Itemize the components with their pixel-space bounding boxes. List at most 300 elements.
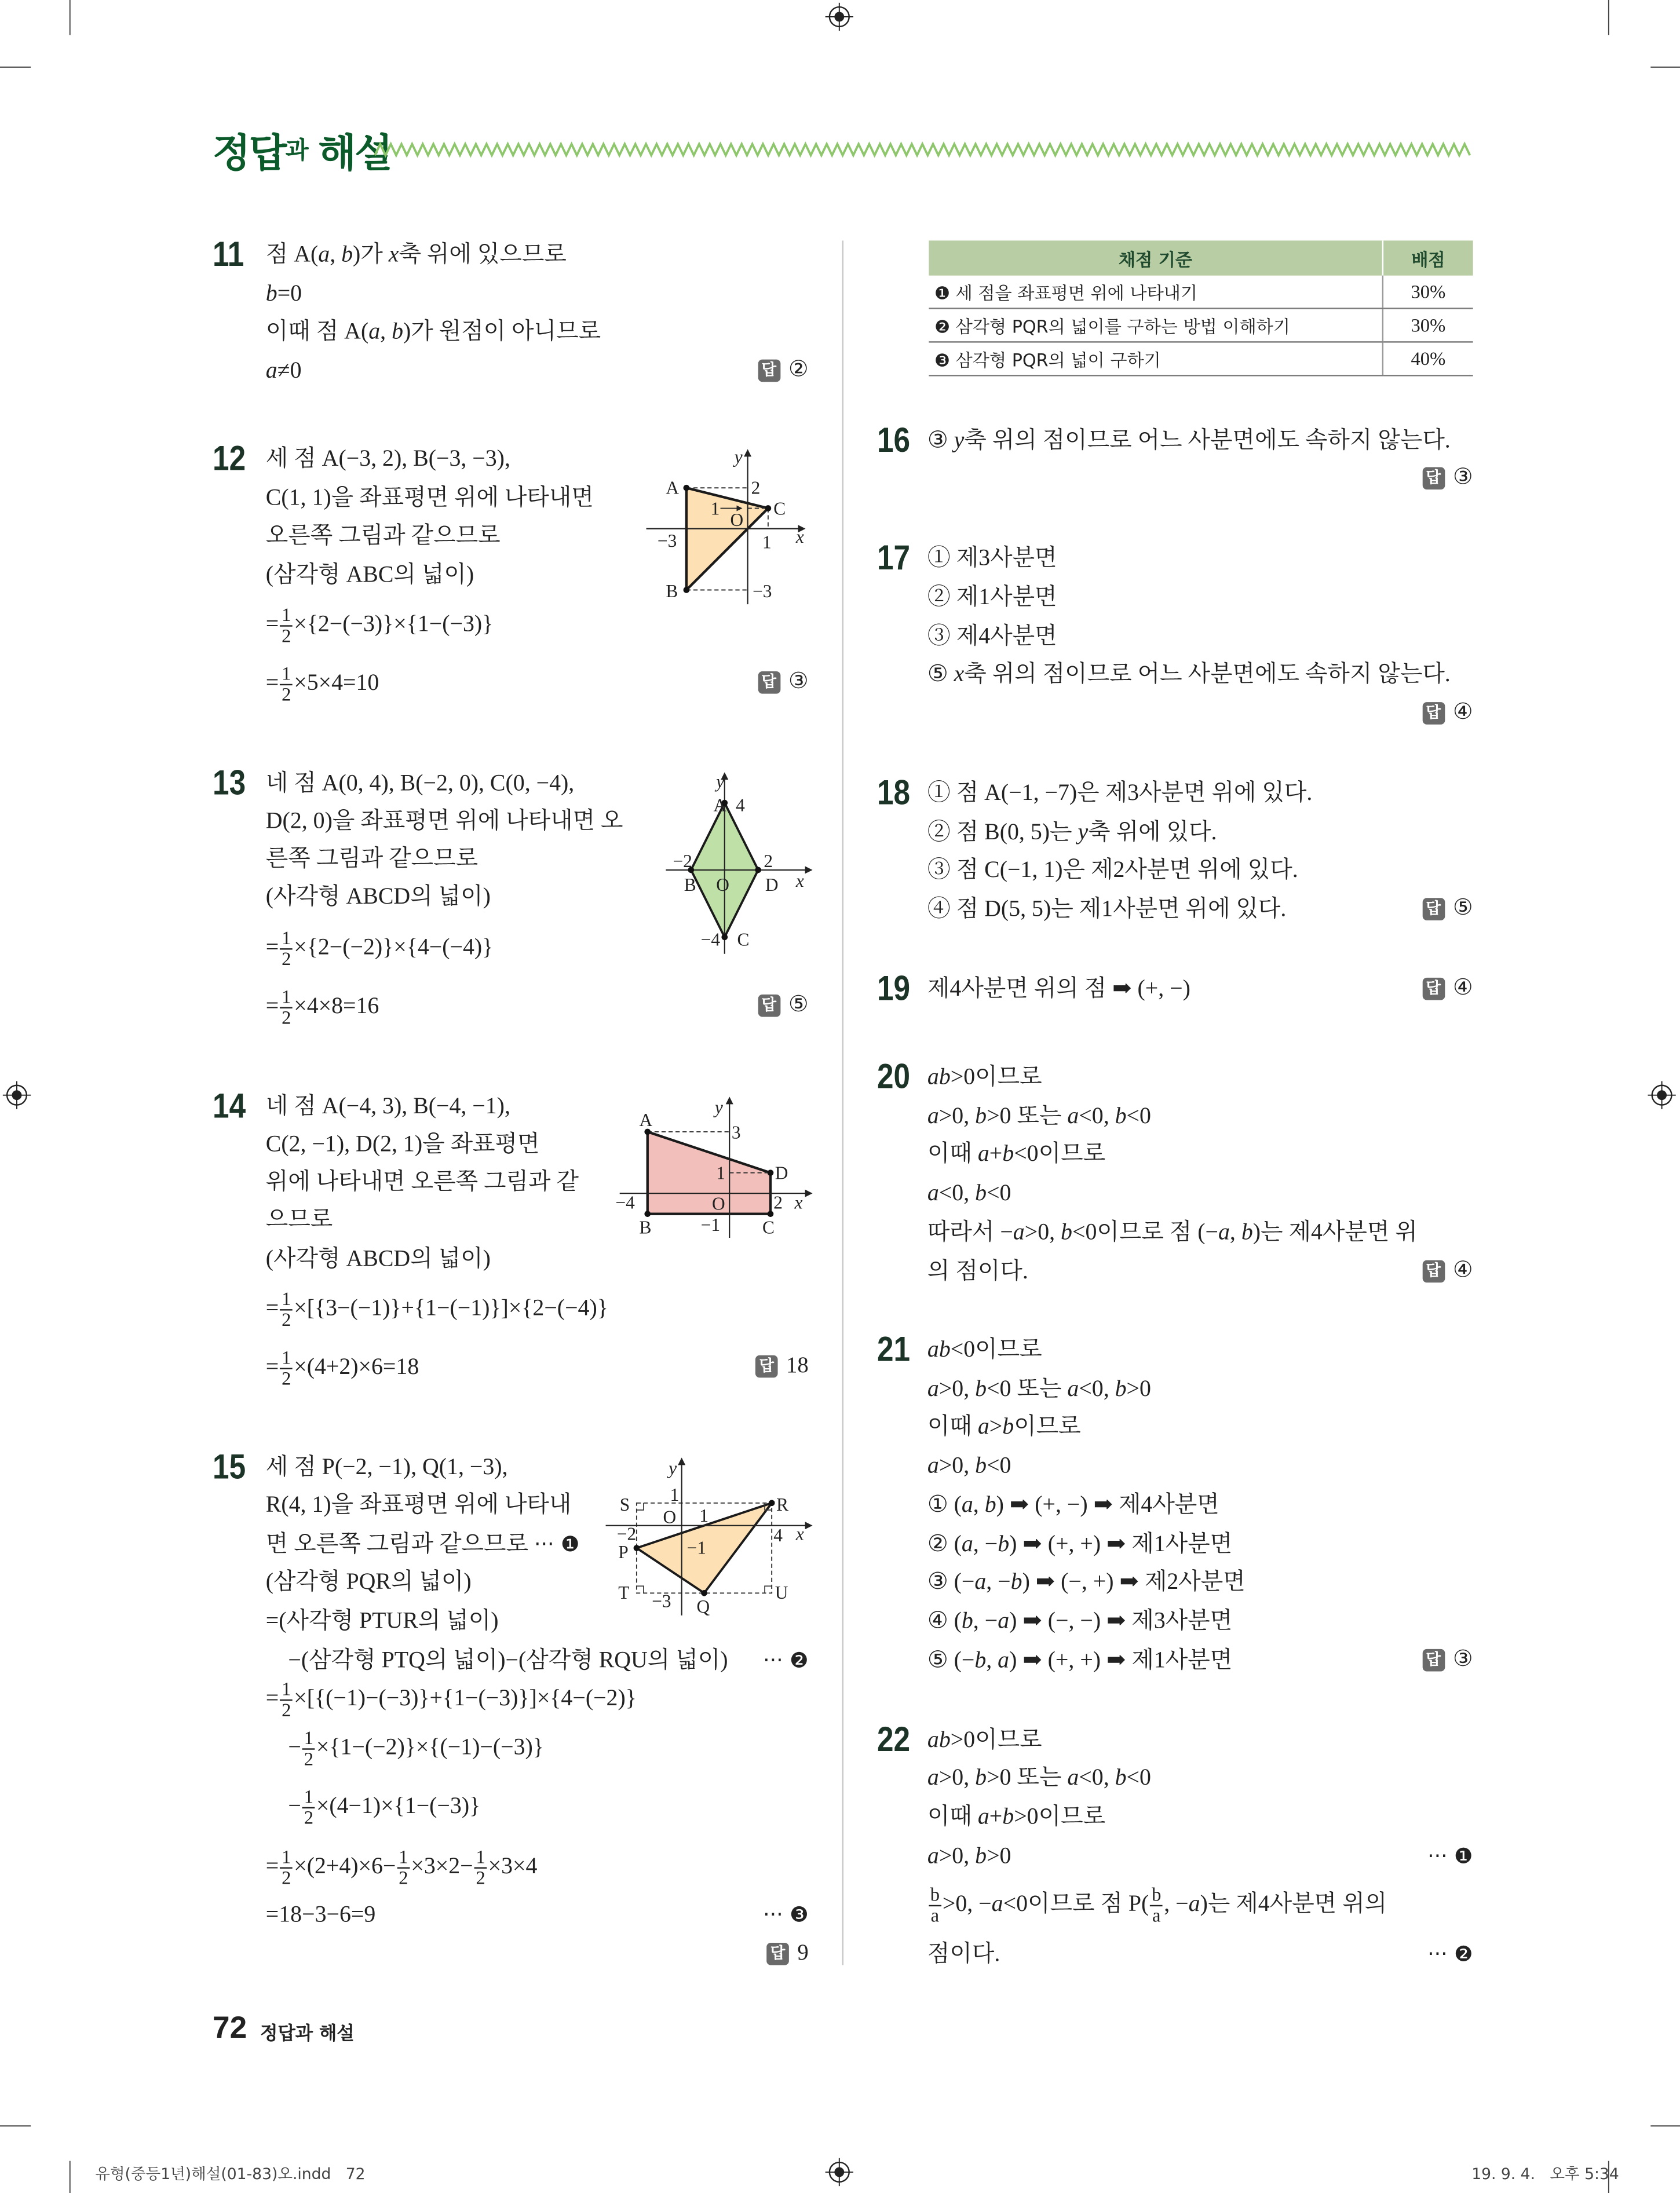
math-variable: a [265, 356, 277, 383]
answer-value: ④ [1452, 976, 1473, 1000]
text-segment: ① 제3사분면 [927, 544, 1057, 571]
text-segment: + [989, 1139, 1003, 1167]
point-label-b: B [666, 581, 678, 602]
text-segment: = [265, 933, 279, 960]
math-variable: b [1002, 1139, 1014, 1167]
text-segment: )가 [353, 240, 389, 268]
text-segment: −(삼각형 PTQ의 넓이)−(삼각형 RQU의 넓이) [288, 1646, 728, 1673]
tick-label: −3 [753, 581, 772, 602]
fraction-denominator: 2 [282, 1368, 291, 1389]
text-segment: , − [1164, 1889, 1189, 1917]
math-variable: b [392, 317, 403, 345]
fraction-numerator: b [1151, 1885, 1163, 1906]
title-part: 과 [285, 137, 308, 165]
fraction-numerator: 1 [280, 929, 293, 949]
problem-number: 20 [876, 1057, 911, 1097]
text-segment: , [1229, 1218, 1241, 1245]
text-segment: <0, [1079, 1375, 1115, 1402]
tick-label: −1 [686, 1537, 706, 1558]
origin-label: O [663, 1507, 677, 1527]
step-marker: ··· ❷ [763, 1647, 809, 1673]
text-segment: , − [973, 1530, 998, 1557]
tick-label: −1 [700, 1214, 721, 1235]
point-label-a: A [713, 795, 727, 816]
axis-label-y: y [669, 1458, 677, 1479]
text-segment: ② 제1사분면 [927, 583, 1057, 610]
math-variable: b [975, 1452, 987, 1479]
text-segment: <0 [1126, 1763, 1151, 1790]
math-variable: a [1067, 1763, 1079, 1790]
math-variable: a [1013, 1218, 1025, 1245]
axis-label-x: x [795, 870, 804, 891]
text-segment: ③ (− [927, 1567, 975, 1595]
answer-label-icon: 답 [755, 1356, 778, 1379]
criteria-score: 30% [1383, 308, 1473, 342]
math-variable: b [265, 279, 277, 306]
math-variable: a [977, 1139, 989, 1167]
origin-label: O [730, 509, 744, 530]
fraction-numerator: 1 [280, 1848, 293, 1869]
answer-value: ③ [1452, 466, 1473, 490]
text-segment: ⑤ (− [927, 1646, 975, 1673]
text-segment: )가 원점이 아니므로 [403, 317, 601, 345]
math-variable: a [1218, 1218, 1230, 1245]
point-label-a: A [666, 477, 680, 498]
answer-label-icon: 답 [758, 995, 780, 1018]
origin-label: O [716, 875, 729, 896]
point-label-b: B [639, 1217, 652, 1238]
text-segment: ) ➡ (+, +) ➡ 제1사분면 [1009, 1530, 1233, 1557]
text-segment: ④ ( [927, 1607, 962, 1634]
text-segment: >0, [938, 1452, 976, 1479]
tick-label: 2 [773, 1192, 783, 1213]
math-variable: a [998, 1607, 1010, 1634]
fraction-denominator: 2 [282, 1699, 291, 1721]
fraction-numerator: 1 [280, 1348, 293, 1369]
math-variable: b [961, 1607, 973, 1634]
text-segment: , [973, 1491, 985, 1518]
text-segment: (사각형 ABCD의 넓이) [265, 882, 491, 909]
answer-value: 9 [797, 1941, 809, 1965]
text-segment: <0 또는 [987, 1375, 1068, 1402]
step-marker: ··· ❶ [534, 1532, 580, 1557]
fraction-numerator: 1 [397, 1848, 410, 1869]
math-variable: b [975, 1763, 987, 1790]
text-segment: >0 [987, 1842, 1011, 1869]
answer-label-icon: 답 [766, 1943, 789, 1966]
fraction-denominator: 2 [282, 1309, 291, 1331]
math-variable: b [1241, 1218, 1253, 1245]
fraction-numerator: 1 [302, 1729, 315, 1750]
answer-label-icon: 답 [1422, 1650, 1445, 1672]
math-variable: b [1002, 1412, 1014, 1439]
fraction-denominator: 2 [476, 1867, 485, 1888]
text-segment: 오른쪽 그림과 같으므로 [265, 521, 501, 549]
tick-label: 2 [764, 851, 773, 872]
point-label-r: R [776, 1494, 789, 1515]
text-segment: ×(4+2)×6=18 [294, 1353, 419, 1380]
text-segment: >0, [1024, 1218, 1061, 1245]
text-segment: 의 점이다. [927, 1257, 1028, 1284]
math-variable: b [1061, 1218, 1072, 1245]
point-label-b: B [684, 875, 696, 896]
answer-value: ④ [1452, 700, 1473, 725]
answer-value: ③ [1452, 1647, 1473, 1672]
math-variable: b [984, 1491, 996, 1518]
math-variable: a [977, 1803, 989, 1830]
figure-13-rhombus-abcd [666, 771, 811, 953]
fraction-numerator: 1 [280, 1680, 293, 1701]
tick-label: 3 [731, 1122, 741, 1143]
text-segment: ) ➡ (+, −) ➡ 제4사분면 [996, 1491, 1219, 1518]
problem-number: 17 [876, 538, 911, 578]
text-segment: =18−3−6=9 [265, 1900, 376, 1928]
tick-label: −4 [615, 1192, 635, 1213]
footer-section-title: 정답과 해설 [260, 2023, 355, 2045]
text-segment: >0 또는 [987, 1763, 1068, 1790]
tick-label: 1 [699, 1505, 709, 1526]
point-label-d: D [775, 1163, 788, 1183]
tick-label: 1 [670, 1484, 680, 1505]
math-variable: a [1067, 1375, 1079, 1402]
point-label-c: C [773, 498, 786, 519]
text-segment: <0 [987, 1452, 1011, 1479]
axis-label-x: x [794, 1192, 803, 1213]
answer-label-icon: 답 [1422, 978, 1445, 1001]
math-variable: ab [927, 1726, 951, 1753]
criteria-label: ❸ 삼각형 PQR의 넓이 구하기 [929, 342, 1383, 375]
problem-number: 15 [213, 1448, 246, 1487]
page-number: 72 [213, 2009, 247, 2045]
header-criteria: 채점 기준 [929, 240, 1383, 275]
text-segment: ) ➡ (−, −) ➡ 제3사분면 [1009, 1607, 1233, 1634]
problem-number: 16 [876, 421, 911, 460]
text-segment: 위에 나타내면 오른쪽 그림과 같 [265, 1168, 579, 1195]
text-segment: , [380, 317, 392, 345]
fraction-denominator: 2 [282, 948, 291, 970]
point-label-s: S [619, 1494, 630, 1515]
math-variable: a [927, 1179, 939, 1206]
math-variable: b [975, 1102, 987, 1129]
problem-number: 14 [213, 1087, 246, 1126]
axis-label-y: y [714, 1097, 723, 1118]
text-segment: 이므로 [1014, 1412, 1081, 1439]
text-segment: <0이므로 [950, 1335, 1042, 1362]
text-segment: 점이다. [927, 1940, 1000, 1967]
text-segment: ④ 점 D(5, 5)는 제1사분면 위에 있다. [927, 895, 1287, 922]
math-variable: b [1115, 1102, 1127, 1129]
text-segment: >0, [938, 1842, 976, 1869]
text-segment: ① ( [927, 1491, 962, 1518]
math-variable: a [1188, 1889, 1200, 1917]
fraction-numerator: 1 [474, 1848, 487, 1869]
math-variable: x [954, 660, 965, 687]
criteria-score: 30% [1383, 276, 1473, 309]
step-marker: ··· ❶ [1427, 1843, 1473, 1869]
text-segment: ① 점 A(−1, −7)은 제3사분면 위에 있다. [927, 778, 1313, 806]
text-segment: <0, [1079, 1763, 1115, 1790]
text-segment: ×(2+4)×6− [294, 1852, 396, 1879]
text-segment: = [265, 1684, 279, 1711]
math-variable: b [1115, 1763, 1127, 1790]
text-segment: <0, [938, 1179, 976, 1206]
text-segment: ×{1−(−2)}×{(−1)−(−3)} [316, 1733, 544, 1760]
text-segment: = [265, 610, 279, 637]
math-variable: b [975, 1842, 987, 1869]
math-variable: a [961, 1491, 973, 1518]
text-segment: <0이므로 [1014, 1139, 1106, 1167]
text-segment: >0이므로 [950, 1063, 1042, 1090]
text-segment: ×(4−1)×{1−(−3)} [316, 1792, 481, 1819]
text-segment: 네 점 A(0, 4), B(−2, 0), C(0, −4), [265, 769, 575, 796]
math-variable: ab [927, 1335, 951, 1362]
text-segment: >0, [938, 1102, 976, 1129]
criteria-score: 40% [1383, 342, 1473, 375]
text-segment: <0이므로 점 (− [1072, 1218, 1219, 1245]
text-segment: ) ➡ (+, +) ➡ 제1사분면 [1009, 1646, 1233, 1673]
text-segment: >0이므로 [950, 1726, 1042, 1753]
point-label-c: C [762, 1217, 775, 1238]
figure-14-quadrilateral-abcd [615, 1097, 811, 1238]
math-variable: a [927, 1452, 939, 1479]
text-segment: 세 점 P(−2, −1), Q(1, −3), [265, 1453, 508, 1480]
answer-value: ④ [1452, 1259, 1473, 1283]
text-segment: ② 점 B(0, 5)는 [927, 818, 1078, 845]
text-segment: 면 오른쪽 그림과 같으므로 [265, 1530, 535, 1557]
point-label-a: A [639, 1109, 653, 1130]
axis-label-y: y [716, 771, 725, 792]
text-segment: (삼각형 PQR의 넓이) [265, 1567, 472, 1595]
text-segment: = [265, 668, 279, 696]
answer-value: ⑤ [788, 993, 809, 1017]
fraction-numerator: 1 [280, 988, 293, 1008]
math-variable: b [975, 1375, 987, 1402]
text-segment: 축 위에 있으므로 [399, 240, 567, 268]
text-segment: =(사각형 PTUR의 넓이) [265, 1607, 499, 1634]
text-segment: 른쪽 그림과 같으므로 [265, 845, 479, 872]
answer-label-icon: 답 [1422, 467, 1445, 490]
math-variable: b [1115, 1375, 1127, 1402]
text-segment: ③ 점 C(−1, 1)은 제2사분면 위에 있다. [927, 856, 1298, 883]
math-variable: b [998, 1530, 1010, 1557]
fraction-numerator: 1 [302, 1788, 315, 1808]
fraction-denominator: 2 [304, 1748, 314, 1770]
answer-value: ② [788, 358, 809, 382]
fraction-numerator: 1 [280, 664, 293, 685]
math-variable: a [998, 1646, 1010, 1673]
fraction-denominator: 2 [282, 1867, 291, 1888]
math-variable: a [927, 1842, 939, 1869]
text-segment: ×[{3−(−1)}+{1−(−1)}]×{2−(−4)} [294, 1294, 608, 1321]
text-segment: ③ 제4사분면 [927, 622, 1057, 649]
text-segment: <0 [987, 1179, 1011, 1206]
math-variable: b [1002, 1803, 1014, 1830]
text-segment: <0, [1079, 1102, 1115, 1129]
math-variable: b [974, 1646, 987, 1673]
text-segment: = [265, 1353, 279, 1380]
text-segment: 이때 [927, 1803, 978, 1830]
problem-number: 22 [876, 1720, 911, 1760]
text-segment: >0, − [942, 1889, 992, 1917]
fraction-denominator: a [1152, 1905, 1161, 1926]
text-segment: >0이므로 [1014, 1803, 1106, 1830]
criteria-label: ❷ 삼각형 PQR의 넓이를 구하는 방법 이해하기 [929, 308, 1383, 342]
math-variable: a [318, 240, 330, 268]
text-segment: D(2, 0)을 좌표평면 위에 나타내면 오 [265, 807, 623, 834]
fraction-numerator: b [929, 1885, 941, 1906]
answer-label-icon: 답 [1422, 898, 1445, 921]
text-segment: = [265, 992, 279, 1019]
math-variable: a [927, 1375, 939, 1402]
text-segment: 축 위의 점이므로 어느 사분면에도 속하지 않는다. [964, 426, 1451, 454]
text-segment: (사각형 ABCD의 넓이) [265, 1245, 491, 1271]
text-segment: )는 제4사분면 위의 [1200, 1889, 1387, 1917]
fraction-numerator: 1 [280, 1289, 293, 1310]
text-segment: <0 [1126, 1102, 1151, 1129]
text-segment: =0 [277, 279, 302, 306]
tick-label: 1 [710, 498, 720, 519]
point-label-q: Q [696, 1596, 710, 1617]
text-segment: = [265, 1852, 279, 1879]
text-segment: ⑤ [927, 660, 954, 687]
tick-label: −3 [657, 531, 677, 551]
math-variable: a [961, 1530, 973, 1557]
axis-label-x: x [795, 1523, 804, 1544]
point-label-t: T [618, 1582, 630, 1603]
point-label-p: P [618, 1541, 629, 1562]
text-segment: >0 [1126, 1375, 1151, 1402]
math-variable: a [1067, 1102, 1079, 1129]
math-variable: b [975, 1179, 987, 1206]
problem-number: 11 [213, 235, 244, 275]
math-variable: a [974, 1567, 987, 1595]
title-part: 정답 [213, 130, 286, 177]
math-variable: a [977, 1412, 989, 1439]
tick-label: −3 [652, 1591, 671, 1611]
print-timestamp: 19. 9. 4. 오후 5:34 [1471, 2165, 1619, 2184]
text-segment: , − [973, 1607, 998, 1634]
fraction-denominator: a [930, 1905, 940, 1926]
text-segment: ×4×8=16 [294, 992, 379, 1019]
text-segment: 축 위에 있다. [1088, 818, 1217, 845]
point-label-u: U [775, 1582, 788, 1603]
text-segment: > [989, 1412, 1003, 1439]
math-variable: x [388, 240, 399, 268]
problem-number: 12 [213, 439, 246, 478]
answer-label-icon: 답 [1422, 703, 1445, 725]
answer-label-icon: 답 [758, 672, 780, 695]
text-segment: 네 점 A(−4, 3), B(−4, −1), [265, 1092, 510, 1119]
answer-label-icon: 답 [1422, 1260, 1445, 1283]
text-segment: 세 점 A(−3, 2), B(−3, −3), [265, 444, 510, 472]
text-segment: C(1, 1)을 좌표평면 위에 나타내면 [265, 484, 594, 511]
step-marker: ··· ❸ [763, 1902, 809, 1928]
math-variable: a [368, 317, 381, 345]
figure-15-triangle-pqr [606, 1458, 812, 1617]
math-variable: a [927, 1102, 939, 1129]
point-label-c: C [737, 929, 750, 950]
math-variable: a [991, 1889, 1003, 1917]
point-label-d: D [765, 875, 779, 896]
text-segment: ×3×4 [488, 1852, 538, 1879]
text-segment: ×{2−(−3)}×{1−(−3)} [294, 610, 494, 637]
text-segment: ) ➡ (−, +) ➡ 제2사분면 [1022, 1567, 1246, 1595]
file-slug: 유형(중등1년)해설(01-83)오.indd 72 [95, 2165, 366, 2184]
fraction-denominator: 2 [282, 1007, 291, 1028]
text-segment: ② ( [927, 1530, 962, 1557]
tick-label: 1 [762, 532, 772, 553]
text-segment: >0, [938, 1375, 976, 1402]
text-segment: − [288, 1792, 301, 1819]
text-segment: 축 위의 점이므로 어느 사분면에도 속하지 않는다. [964, 660, 1451, 687]
tick-label: −4 [700, 929, 721, 950]
text-segment: , [986, 1646, 998, 1673]
fraction-denominator: 2 [282, 625, 291, 646]
text-segment: >0 또는 [987, 1102, 1068, 1129]
text-segment: 이때 점 A( [265, 317, 369, 345]
text-segment: R(4, 1)을 좌표평면 위에 나타내 [265, 1491, 572, 1518]
text-segment: (삼각형 ABC의 넓이) [265, 561, 474, 588]
tick-label: 1 [716, 1163, 725, 1183]
text-segment: , − [986, 1567, 1011, 1595]
math-variable: b [341, 240, 353, 268]
answer-value: 18 [786, 1354, 809, 1378]
step-marker: ··· ❷ [1427, 1941, 1473, 1967]
text-segment: ×{2−(−2)}×{4−(−4)} [294, 933, 494, 960]
text-segment: + [989, 1803, 1003, 1830]
math-variable: ab [927, 1063, 951, 1090]
text-segment: ×3×2− [411, 1852, 473, 1879]
text-segment: )는 제4사분면 위 [1252, 1218, 1418, 1245]
fraction-denominator: 2 [399, 1867, 408, 1888]
axis-label-x: x [795, 526, 804, 547]
title-part: 해설 [318, 130, 392, 177]
origin-label: O [712, 1193, 725, 1214]
text-segment: = [265, 1294, 279, 1321]
tick-label: 2 [751, 477, 761, 498]
text-segment: − [288, 1733, 301, 1760]
header-score: 배점 [1383, 240, 1473, 275]
figure-12-triangle-abc [647, 447, 805, 604]
text-segment: 이때 [927, 1139, 978, 1167]
text-segment: >0, [938, 1763, 976, 1790]
text-segment: ≠0 [277, 356, 302, 383]
fraction-numerator: 1 [280, 606, 293, 627]
math-variable: a [927, 1763, 939, 1790]
text-segment: 점 A( [265, 240, 319, 268]
answer-value: ③ [788, 670, 809, 694]
axis-label-y: y [734, 447, 743, 467]
tick-label: −2 [673, 851, 692, 872]
problem-number: 18 [876, 773, 911, 813]
tick-label: 4 [736, 795, 745, 816]
text-segment: <0이므로 점 P( [1003, 1889, 1149, 1917]
fraction-denominator: 2 [282, 684, 291, 705]
fraction-denominator: 2 [304, 1807, 314, 1828]
problem-number: 13 [213, 763, 246, 803]
text-segment: 따라서 − [927, 1218, 1013, 1245]
tick-label: −2 [616, 1523, 637, 1544]
text-segment: 제4사분면 위의 점 ➡ (+, −) [927, 975, 1190, 1002]
answer-value: ⑤ [1452, 896, 1473, 920]
math-variable: b [1010, 1567, 1022, 1595]
math-variable: y [954, 426, 965, 454]
text-segment: ×[{(−1)−(−3)}+{1−(−3)}]×{4−(−2)} [294, 1684, 637, 1711]
problem-number: 21 [876, 1330, 911, 1369]
answer-label-icon: 답 [758, 360, 780, 382]
text-segment: ③ [927, 426, 954, 454]
text-segment: C(2, −1), D(2, 1)을 좌표평면 [265, 1130, 540, 1157]
